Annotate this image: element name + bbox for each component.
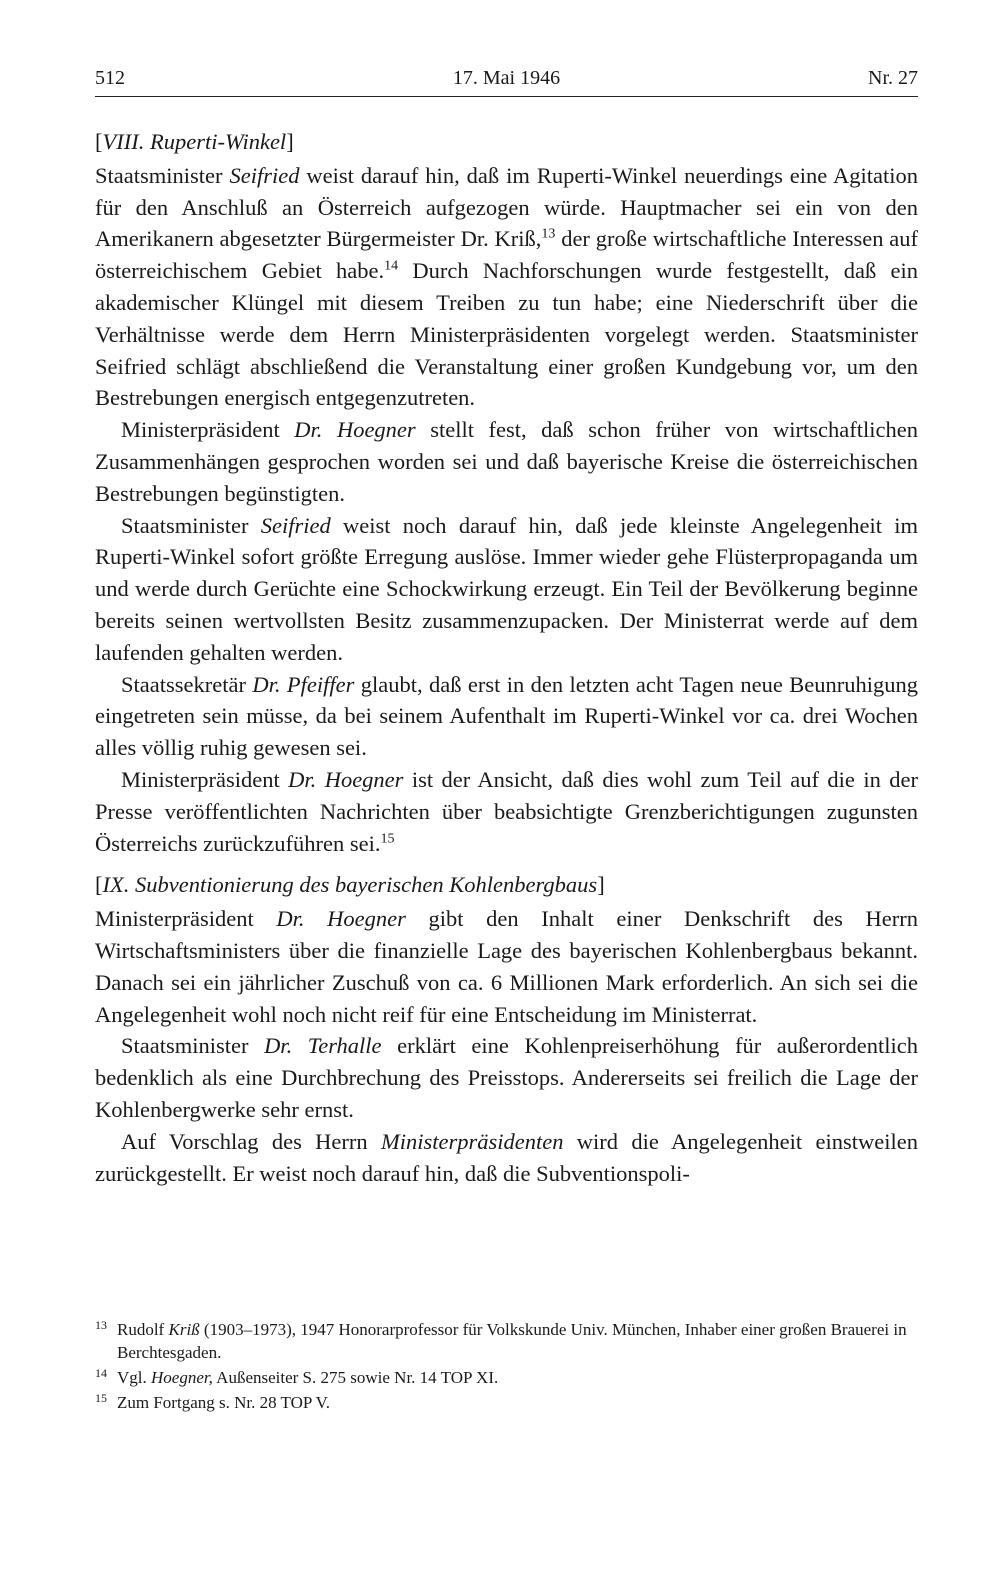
footnote-text: Rudolf	[117, 1320, 169, 1339]
footnote-number: 14	[95, 1366, 107, 1380]
speaker-name: Seifried	[260, 512, 331, 538]
text-run: wird die Angelegenheit einstweilen zurückgestellt. Er weist noch darauf hin, daß die Subventionspoli-	[95, 1128, 918, 1186]
footnote-name: Kriß	[168, 1320, 200, 1339]
text-run: glaubt, daß erst in den letzten acht Tagen neue Beunruhigung eingetreten sein müsse, da bei seinem Aufenthalt im Ruperti-Winkel vor ca. drei Wochen alles völlig ruhig gewesen sei.	[95, 671, 918, 761]
footnote-13	[95, 1318, 918, 1364]
section-title-ix: IX. Subventionierung des bayerischen Kohlenbergbaus	[102, 872, 598, 898]
paragraph-viii-3	[95, 510, 918, 669]
text-run: Staatssekretär	[121, 671, 253, 697]
bracket-close: ]	[286, 129, 294, 154]
text-run: Staatsminister	[95, 162, 230, 188]
page-number: 512	[95, 67, 125, 89]
header-date: 17. Mai 1946	[452, 67, 561, 89]
text-run: Ministerpräsident	[95, 906, 277, 932]
speaker-name: Dr. Hoegner	[288, 766, 404, 792]
speaker-name: Dr. Pfeiffer	[252, 671, 355, 697]
paragraph-ix-1	[95, 903, 918, 1030]
paragraph-viii-4	[95, 669, 918, 764]
text-run: Staatsminister	[121, 512, 261, 538]
paragraph-viii-2	[95, 414, 918, 509]
footnote-text: Zum Fortgang s. Nr. 28 TOP V.	[117, 1393, 331, 1412]
text-run: weist darauf hin, daß im Ruperti-Winkel neuerdings eine Agitation für den Anschluß an Österreich aufgezogen würde. Hauptmacher sei ein von den Amerikanern abgesetzter Bürgermeister Dr. Kriß,	[95, 162, 918, 252]
header-rule	[95, 96, 918, 97]
footnotes	[95, 1318, 918, 1416]
paragraph-ix-2	[95, 1030, 918, 1125]
footnote-ref-15[interactable]: 15	[380, 831, 395, 847]
footnote-text: Vgl.	[117, 1368, 151, 1387]
footnote-15	[95, 1391, 918, 1414]
section-title-viii: VIII. Ruperti-Winkel	[102, 129, 287, 154]
main-text	[95, 126, 918, 1189]
bracket-close: ]	[597, 872, 605, 898]
text-run: Staatsminister	[121, 1033, 265, 1059]
text-run: weist noch darauf hin, daß jede kleinste Angelegenheit im Ruperti-Winkel sofort größte Erregung auslöse. Immer wieder gehe Flüsterpropaganda um und werde durch Gerüchte eine Schockwirkung erzeugt. Ein Teil der Bevölkerung beginne bereits seinen wertvollsten Besitz zusammenzupacken. Der Ministerrat werde auf dem laufenden gehalten werden.	[95, 512, 918, 665]
footnote-14	[95, 1366, 918, 1389]
footnote-ref-14[interactable]: 14	[384, 258, 399, 274]
bracket-open: [	[95, 129, 103, 154]
speaker-name: Dr. Hoegner	[294, 417, 416, 443]
footnote-ref-13[interactable]: 13	[541, 226, 556, 242]
footnote-text: (1903–1973), 1947 Honorarprofessor für Volkskunde Univ. München, Inhaber einer großen Brauerei in Berchtesgaden.	[117, 1320, 907, 1362]
document-number: Nr. 27	[868, 67, 918, 89]
footnote-name: Hoegner,	[151, 1368, 213, 1387]
paragraph-viii-1	[95, 160, 918, 414]
text-run: Ministerpräsident	[121, 766, 289, 792]
text-run: Auf Vorschlag des Herrn	[121, 1128, 381, 1154]
text-run: stellt fest, daß schon früher von wirtschaftlichen Zusammenhängen gesprochen worden sei und daß bayerische Kreise die österreichischen Bestrebungen begünstigten.	[95, 417, 918, 506]
speaker-name: Dr. Hoegner	[276, 906, 406, 932]
text-run: gibt den Inhalt einer Denkschrift des Herrn Wirtschaftsministers über die finanzielle Lage des bayerischen Kohlenbergbaus bekannt. Danach sei ein jährlicher Zuschuß von ca. 6 Millionen Mark erforderlich. An sich sei die Angelegenheit wohl noch nicht reif für eine Entscheidung im Ministerrat.	[95, 906, 918, 1027]
speaker-name: Seifried	[229, 162, 300, 188]
running-header	[95, 66, 918, 96]
section-heading-ix	[95, 869, 918, 901]
section-heading-viii	[95, 126, 918, 158]
text-run: ist der Ansicht, daß dies wohl zum Teil auf die in der Presse veröffentlichten Nachrichten über beabsichtigte Grenzberichtigungen zugunsten Österreichs zurückzuführen sei.	[95, 766, 918, 856]
text-run: Ministerpräsident	[121, 417, 295, 443]
paragraph-ix-3	[95, 1126, 918, 1190]
footnote-text: Außenseiter S. 275 sowie Nr. 14 TOP XI.	[212, 1368, 499, 1387]
footnote-number: 13	[95, 1318, 107, 1332]
text-run: Durch Nachforschungen wurde festgestellt, daß ein akademischer Klüngel mit diesem Treiben zu tun habe; eine Niederschrift über die Verhältnisse werde dem Herrn Ministerpräsidenten vorgelegt werden. Staatsminister Seifried schlägt abschließend die Veranstaltung einer großen Kundgebung vor, um den Bestrebungen energisch entgegenzutreten.	[95, 258, 918, 411]
speaker-name: Dr. Terhalle	[264, 1033, 382, 1059]
footnote-number: 15	[95, 1391, 107, 1405]
bracket-open: [	[95, 872, 103, 898]
text-run: erklärt eine Kohlenpreiserhöhung für außerordentlich bedenklich als eine Durchbrechung des Preisstops. Andererseits sei freilich die Lage der Kohlenbergwerke sehr ernst.	[95, 1033, 918, 1122]
speaker-name: Ministerpräsidenten	[380, 1128, 564, 1154]
paragraph-viii-5	[95, 764, 918, 859]
text-run: der große wirtschaftliche Interessen auf österreichischem Gebiet habe.	[95, 226, 918, 284]
